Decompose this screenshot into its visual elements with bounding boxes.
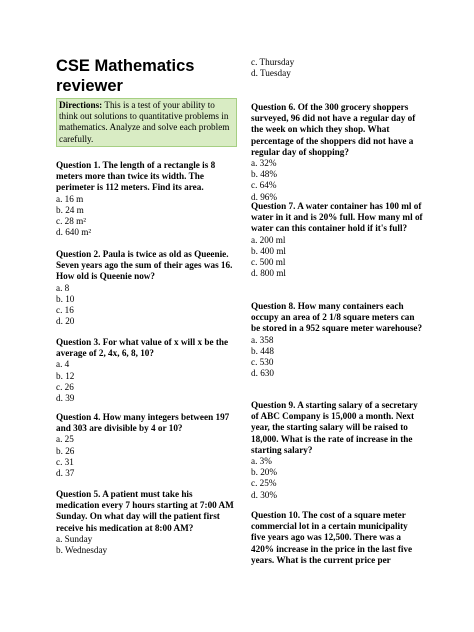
- answer-option: b. 400 ml: [251, 245, 286, 256]
- question-stem: Question 4. How many integers between 197 and 303 are divisible by 4 or 10?: [56, 412, 230, 434]
- answer-option: b. 26: [56, 445, 75, 456]
- question-stem: Question 6. Of the 300 grocery shoppers surveyed, 96 did not have a regular day of the week on which they shop. What percentage of the shoppers did not have a regular day of shopping?: [251, 102, 416, 157]
- answer-option: b. 10: [56, 293, 75, 304]
- question-7: [251, 201, 423, 279]
- question-stem: Question 7. A water container has 100 ml of water in it and is 20% full. How many ml of water can this container hold if it's full?: [251, 201, 423, 234]
- answer-option: b. 448: [251, 345, 274, 356]
- answer-option: c. 64%: [251, 180, 277, 191]
- question-2: [56, 249, 234, 327]
- document-title: [56, 57, 246, 96]
- answer-option: c. Thursday: [251, 57, 295, 67]
- answer-option: d. 800 ml: [251, 268, 286, 279]
- directions-box: [56, 98, 237, 147]
- answer-option: a. 4: [56, 359, 70, 370]
- answer-option: c. 16: [56, 305, 74, 316]
- question-6: [251, 102, 423, 203]
- question-stem: Question 10. The cost of a square meter commercial lot in a certain municipality five years ago was 12,500. There was a 420% increase in the price in the last five years. What is the current price per: [251, 510, 413, 565]
- answer-option: a. 8: [56, 282, 70, 293]
- answer-option: d. 640 m²: [56, 227, 92, 238]
- answer-option: d. 630: [251, 368, 274, 379]
- answer-option: c. 28 m²: [56, 216, 87, 227]
- question-stem: Question 9. A starting salary of a secretary of ABC Company is 15,000 a month. Next year, the starting salary will be raised to 18,000. What is the rate of increase in the starting salary?: [251, 400, 418, 455]
- answer-option: d. 39: [56, 393, 75, 404]
- answer-option: b. 20%: [251, 467, 278, 478]
- answer-option: d. 20: [56, 316, 75, 327]
- title-line-2: reviewer: [56, 76, 123, 95]
- answer-option: a. 3%: [251, 456, 272, 467]
- answer-option: d. 30%: [251, 489, 278, 500]
- question-5: [56, 489, 234, 556]
- answer-option: a. 200 ml: [251, 234, 286, 245]
- answer-option: b. 24 m: [56, 204, 84, 215]
- question-stem: Question 3. For what value of x will x be the average of 2, 4x, 6, 8, 10?: [56, 337, 229, 359]
- question-3: [56, 337, 234, 404]
- question-stem: Question 8. How many containers each occupy an area of 2 1/8 square meters can be stored in a 952 square meter warehouse?: [251, 301, 423, 334]
- question-stem: Question 2. Paula is twice as old as Queenie. Seven years ago the sum of their ages was 16. How old is Queenie now?: [56, 249, 233, 282]
- answer-option: d. Tuesday: [251, 68, 291, 79]
- answer-option: a. 25: [56, 434, 74, 445]
- answer-option: b. 48%: [251, 169, 278, 180]
- answer-option: c. 500 ml: [251, 257, 286, 268]
- question-4: [56, 412, 234, 479]
- directions-text: This is a test of your ability to think out solutions to quantitative problems in mathematics. Analyze and solve each problem carefully.: [59, 100, 230, 144]
- question-5-continued: [251, 57, 423, 79]
- answer-option: a. 16 m: [56, 193, 84, 204]
- question-8: [251, 301, 423, 379]
- answer-option: c. 530: [251, 357, 274, 368]
- answer-option: d. 96%: [251, 191, 278, 202]
- answer-option: a. 358: [251, 334, 274, 345]
- answer-option: c. 25%: [251, 478, 277, 489]
- answer-option: b. 12: [56, 370, 75, 381]
- question-stem: Question 1. The length of a rectangle is 8 meters more than twice its width. The perimeter is 112 meters. Find its area.: [56, 160, 216, 193]
- answer-option: a. 32%: [251, 158, 277, 169]
- question-1: [56, 160, 234, 238]
- question-10: [251, 510, 423, 566]
- title-line-1: CSE Mathematics: [56, 57, 195, 75]
- directions-label: Directions:: [59, 100, 103, 110]
- answer-option: c. 31: [56, 456, 74, 467]
- question-9: [251, 400, 423, 501]
- answer-option: a. Sunday: [56, 533, 93, 544]
- question-stem: Question 5. A patient must take his medication every 7 hours starting at 7:00 AM Sunday. On what day will the patient first receive his medication at 8:00 AM?: [56, 489, 234, 533]
- answer-option: b. Wednesday: [56, 545, 108, 556]
- answer-option: d. 37: [56, 468, 75, 479]
- answer-option: c. 26: [56, 381, 74, 392]
